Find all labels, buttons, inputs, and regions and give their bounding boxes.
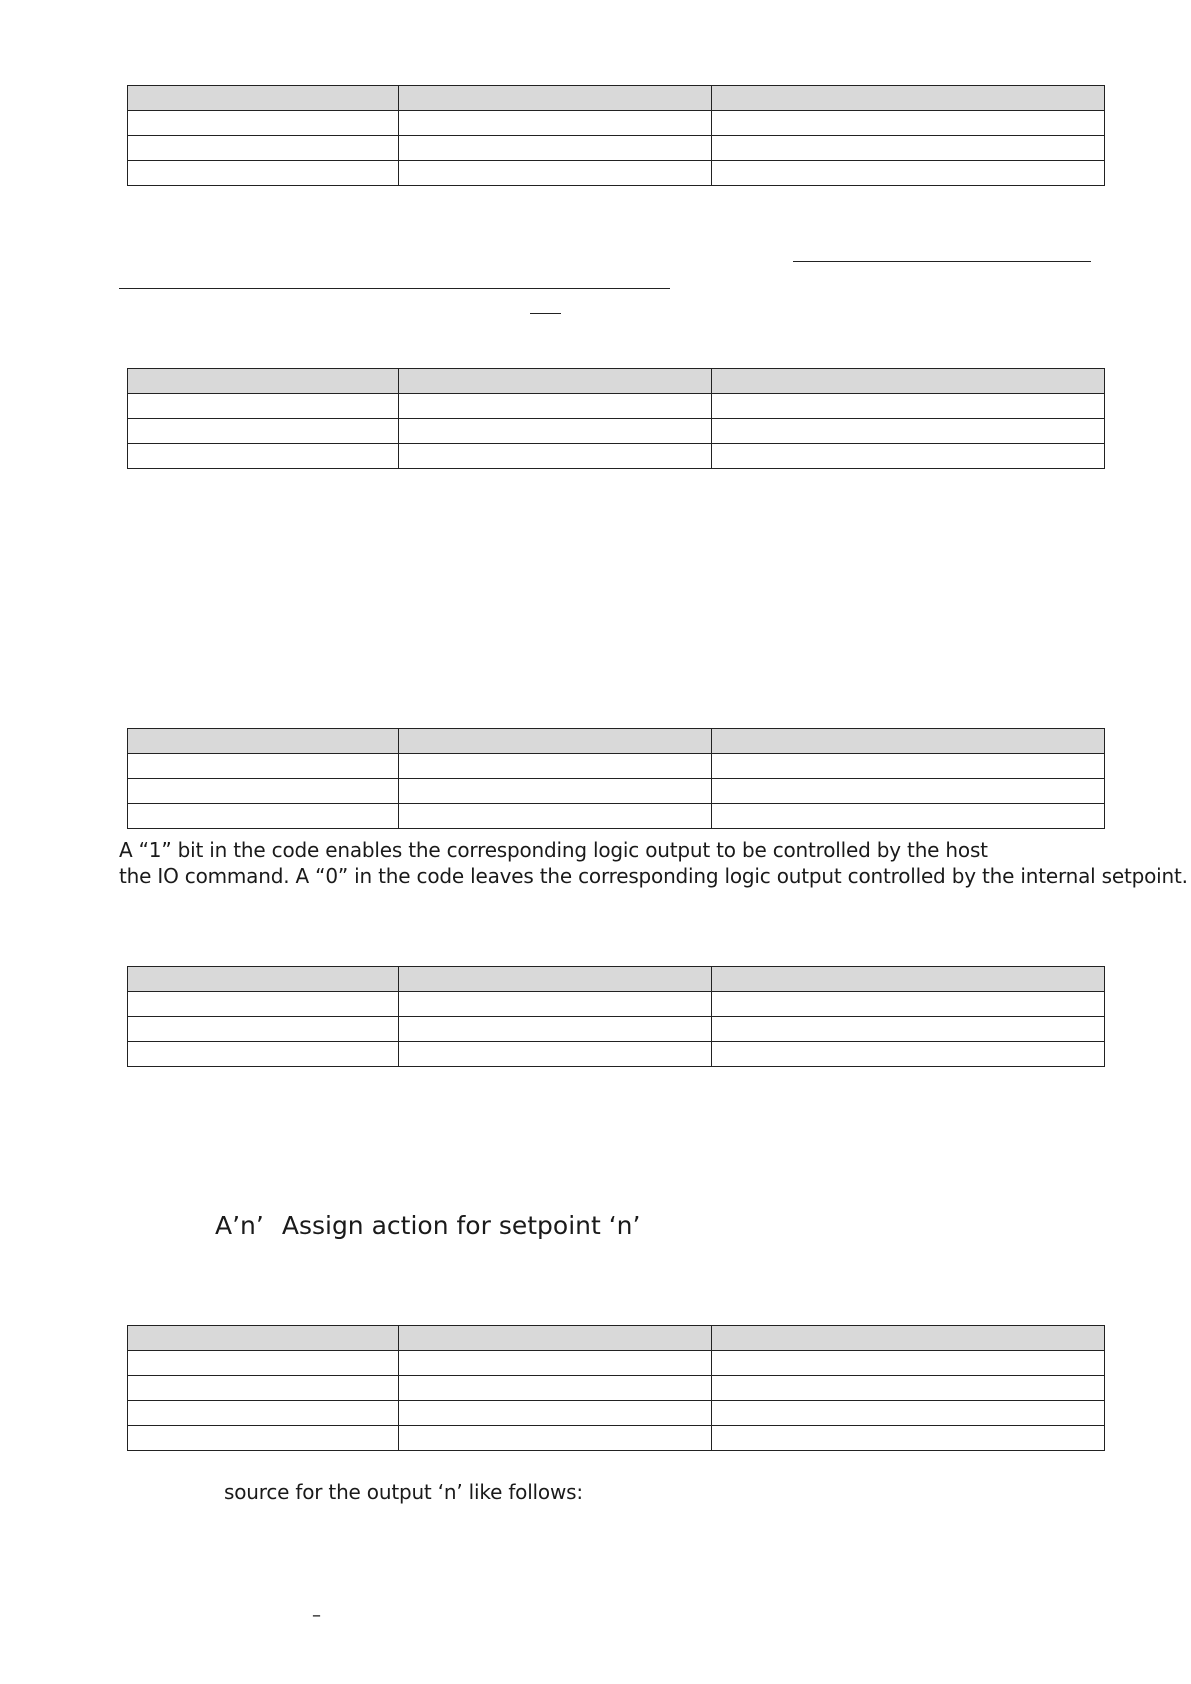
- table-header-row: [128, 86, 1105, 111]
- host-control-text-line-1: A “1” bit in the code enables the corresponding logic output to be controlled by the host: [119, 838, 988, 862]
- table-row: [128, 111, 1105, 136]
- table-row: [128, 1042, 1105, 1067]
- section-heading: [215, 1211, 640, 1240]
- source-text-line: source for the output ‘n’ like follows:: [224, 1480, 583, 1504]
- table-row: [128, 419, 1105, 444]
- table-row: [128, 1426, 1105, 1451]
- underline-rule: [793, 261, 1091, 262]
- table-3: [127, 728, 1105, 829]
- table-row: [128, 992, 1105, 1017]
- table-row: [128, 161, 1105, 186]
- table-header-row: [128, 1326, 1105, 1351]
- table-row: [128, 444, 1105, 469]
- table-row: [128, 779, 1105, 804]
- table-row: [128, 1017, 1105, 1042]
- dash-mark: –: [312, 1605, 321, 1626]
- table-row: [128, 804, 1105, 829]
- table-header-row: [128, 369, 1105, 394]
- table-4: [127, 966, 1105, 1067]
- section-code: A’n’: [215, 1211, 264, 1240]
- section-title: Assign action for setpoint ‘n’: [281, 1211, 641, 1240]
- table-row: [128, 136, 1105, 161]
- table-header-row: [128, 967, 1105, 992]
- table-row: [128, 394, 1105, 419]
- table-5: [127, 1325, 1105, 1451]
- table-header-row: [128, 729, 1105, 754]
- table-row: [128, 1401, 1105, 1426]
- host-control-text-line-2: the IO command. A “0” in the code leaves the corresponding logic output controlled by the internal setpoint.: [119, 864, 1188, 888]
- table-row: [128, 754, 1105, 779]
- table-row: [128, 1376, 1105, 1401]
- table-1: [127, 85, 1105, 186]
- table-2: [127, 368, 1105, 469]
- table-row: [128, 1351, 1105, 1376]
- underline-rule: [119, 288, 670, 289]
- underline-rule: [530, 313, 561, 314]
